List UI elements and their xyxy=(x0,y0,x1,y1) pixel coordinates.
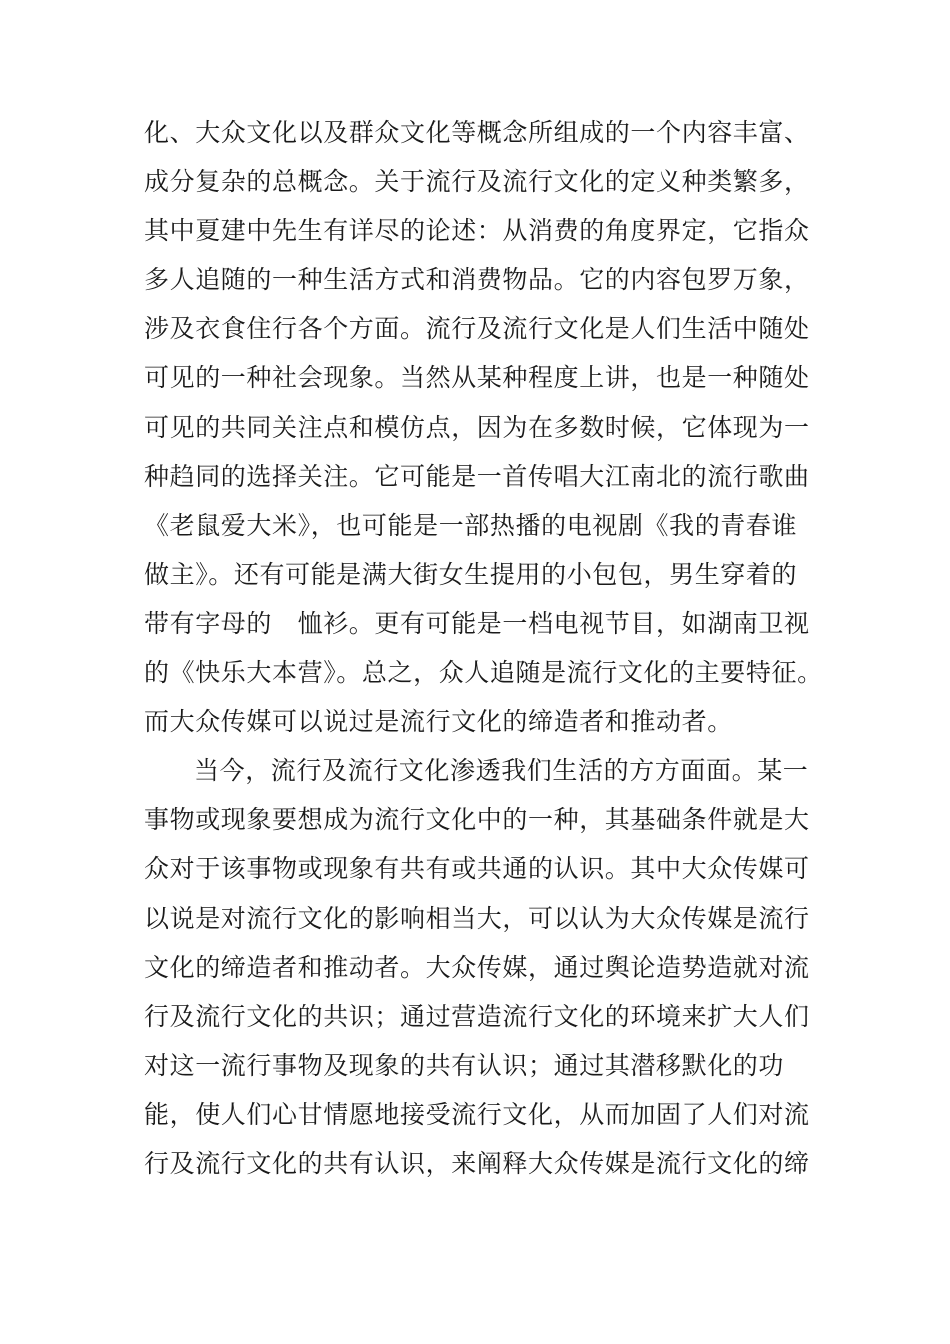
text-line: 行及流行文化的共有认识，来阐释大众传媒是流行文化的缔 xyxy=(144,1148,810,1178)
text-line: 带有字母的 恤衫。更有可能是一档电视节目，如湖南卫视 xyxy=(144,608,810,638)
body-text xyxy=(144,108,844,1188)
text-line: 行及流行文化的共识；通过营造流行文化的环境来扩大人们 xyxy=(144,1001,810,1031)
text-line: 能，使人们心甘情愿地接受流行文化，从而加固了人们对流 xyxy=(144,1099,810,1129)
text-line: 做主》。还有可能是满大街女生提用的小包包，男生穿着的 xyxy=(144,559,798,589)
text-line: 《老鼠爱大米》，也可能是一部热播的电视剧《我的青春谁 xyxy=(144,510,798,540)
text-line: 多人追随的一种生活方式和消费物品。它的内容包罗万象， xyxy=(144,265,810,295)
text-line: 的《快乐大本营》。总之，众人追随是流行文化的主要特征。 xyxy=(144,658,823,688)
text-line: 涉及衣食住行各个方面。流行及流行文化是人们生活中随处 xyxy=(144,314,810,344)
text-line: 而大众传媒可以说过是流行文化的缔造者和推动者。 xyxy=(144,707,733,737)
text-line: 种趋同的选择关注。它可能是一首传唱大江南北的流行歌曲 xyxy=(144,461,810,491)
text-line: 可见的共同关注点和模仿点，因为在多数时候，它体现为一 xyxy=(144,412,810,442)
text-line: 事物或现象要想成为流行文化中的一种，其基础条件就是大 xyxy=(144,805,810,835)
paragraph-first-line: 当今，流行及流行文化渗透我们生活的方方面面。某一 xyxy=(194,756,809,786)
text-line: 对这一流行事物及现象的共有认识；通过其潜移默化的功 xyxy=(144,1050,785,1080)
text-line: 以说是对流行文化的影响相当大，可以认为大众传媒是流行 xyxy=(144,903,810,933)
text-line: 文化的缔造者和推动者。大众传媒，通过舆论造势造就对流 xyxy=(144,952,810,982)
text-line: 化、大众文化以及群众文化等概念所组成的一个内容丰富、 xyxy=(144,118,810,147)
text-line: 成分复杂的总概念。关于流行及流行文化的定义种类繁多， xyxy=(144,167,810,197)
text-line: 其中夏建中先生有详尽的论述：从消费的角度界定，它指众 xyxy=(144,216,810,246)
text-line: 可见的一种社会现象。当然从某种程度上讲，也是一种随处 xyxy=(144,363,810,393)
text-line: 众对于该事物或现象有共有或共通的认识。其中大众传媒可 xyxy=(144,854,810,884)
